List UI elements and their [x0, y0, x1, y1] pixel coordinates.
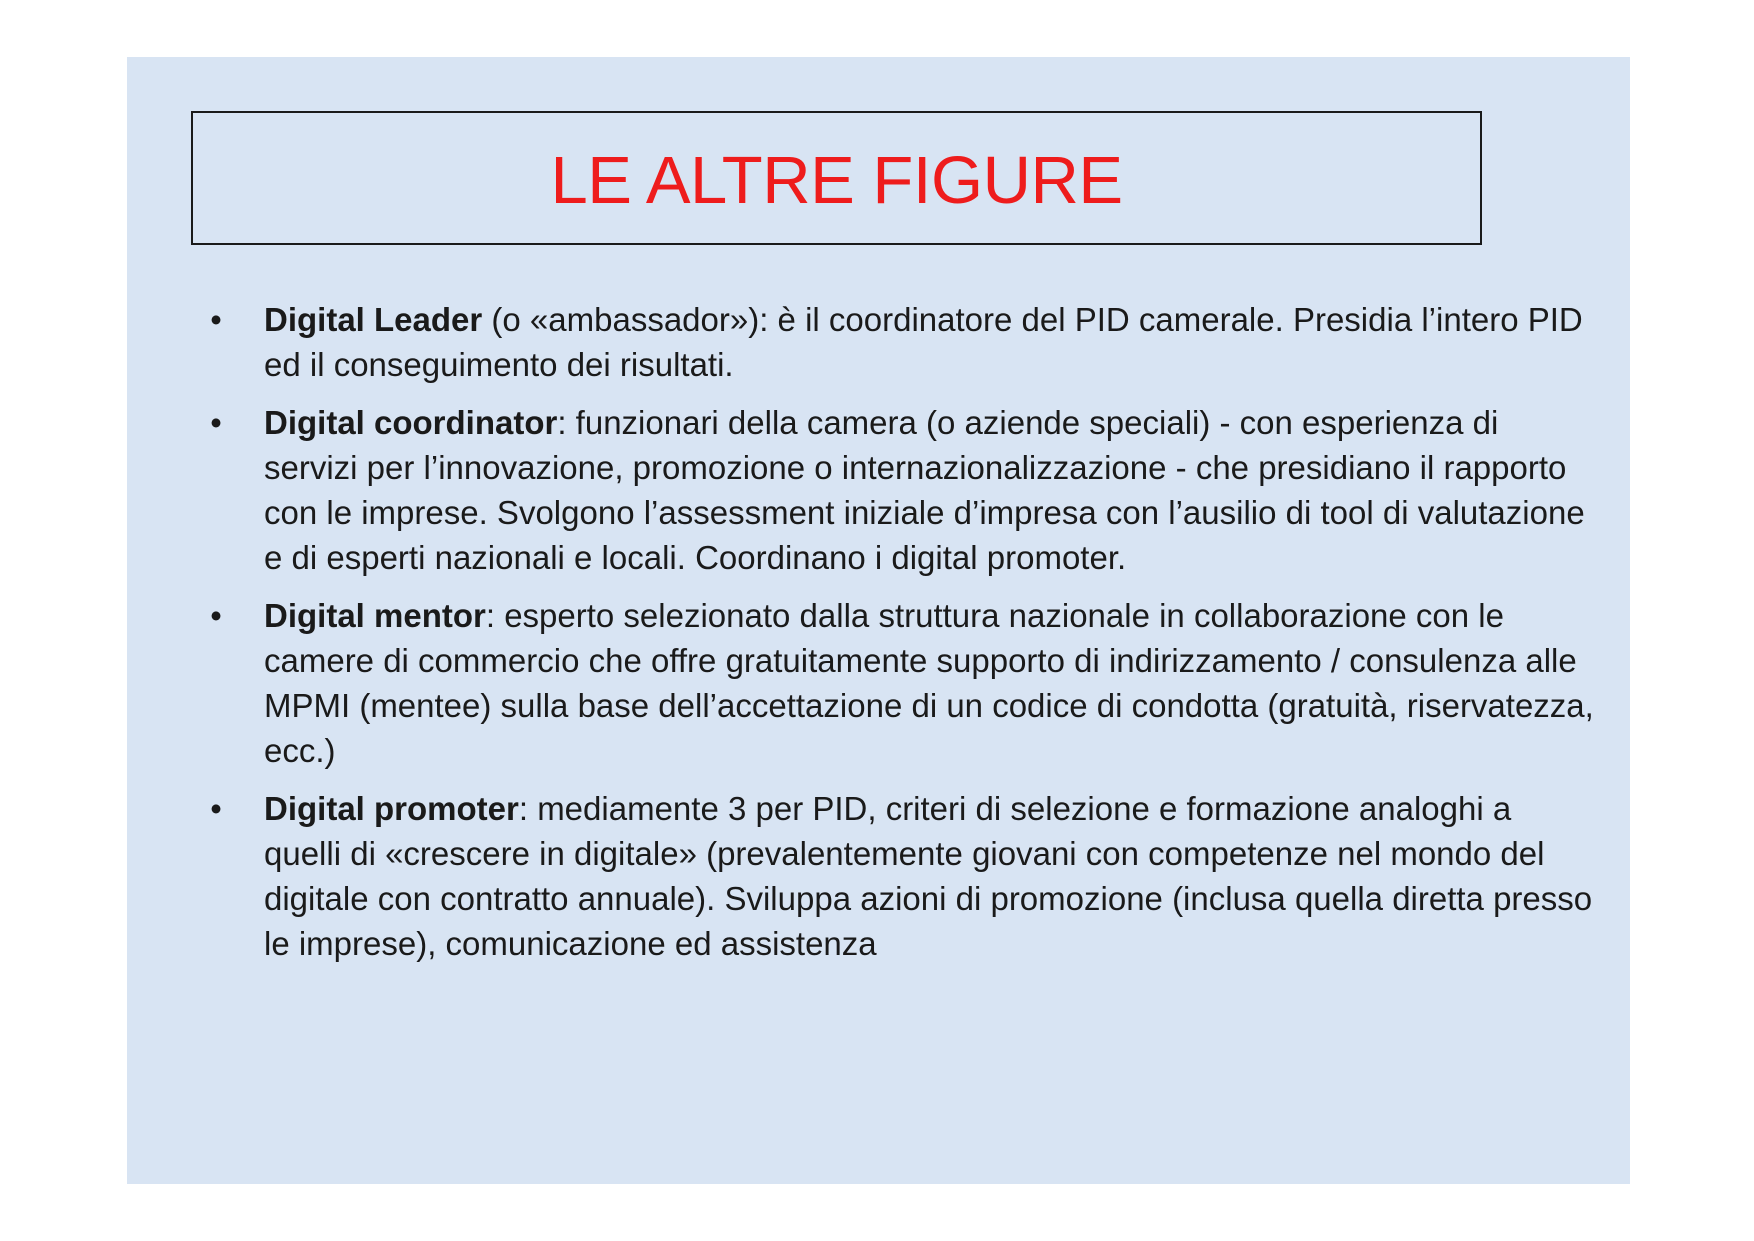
bullet-item-digital-promoter	[210, 786, 1594, 966]
bullet-text: (o «ambassador»): è il coordinatore del PID camerale. Presidia l’intero PID ed il conseguimento dei risultati.	[264, 301, 1583, 383]
bullet-term: Digital mentor	[264, 597, 486, 634]
slide	[127, 57, 1630, 1184]
slide-title: LE ALTRE FIGURE	[550, 142, 1123, 218]
bullet-icon: •	[210, 301, 222, 338]
bullet-list	[210, 297, 1594, 979]
bullet-item-digital-mentor	[210, 593, 1594, 773]
bullet-term: Digital Leader	[264, 301, 483, 338]
bullet-item-digital-coordinator	[210, 400, 1594, 580]
bullet-icon: •	[210, 404, 222, 441]
title-box	[191, 111, 1482, 245]
bullet-text: : esperto selezionato dalla struttura nazionale in collaborazione con le camere di commercio che offre gratuitamente supporto di indirizzamento / consulenza alle MPMI (mentee) sulla base dell’accettazione di un codice di condotta (gratuità, riservatezza, ecc.)	[264, 597, 1594, 769]
bullet-text: : funzionari della camera (o aziende speciali) - con esperienza di servizi per l’innovazione, promozione o internazionalizzazione - che presidiano il rapporto con le imprese. Svolgono l’assessment iniziale d’impresa con l’ausilio di tool di valutazione e di esperti nazionali e locali. Coordinano i digital promoter.	[264, 404, 1585, 576]
bullet-text: : mediamente 3 per PID, criteri di selezione e formazione analoghi a quelli di «crescere in digitale» (prevalentemente giovani con competenze nel mondo del digitale con contratto annuale). Sviluppa azioni di promozione (inclusa quella diretta presso le imprese), comunicazione ed assistenza	[264, 790, 1593, 962]
bullet-term: Digital coordinator	[264, 404, 558, 441]
bullet-item-digital-leader	[210, 297, 1594, 387]
bullet-icon: •	[210, 597, 222, 634]
bullet-icon: •	[210, 790, 222, 827]
bullet-term: Digital promoter	[264, 790, 519, 827]
